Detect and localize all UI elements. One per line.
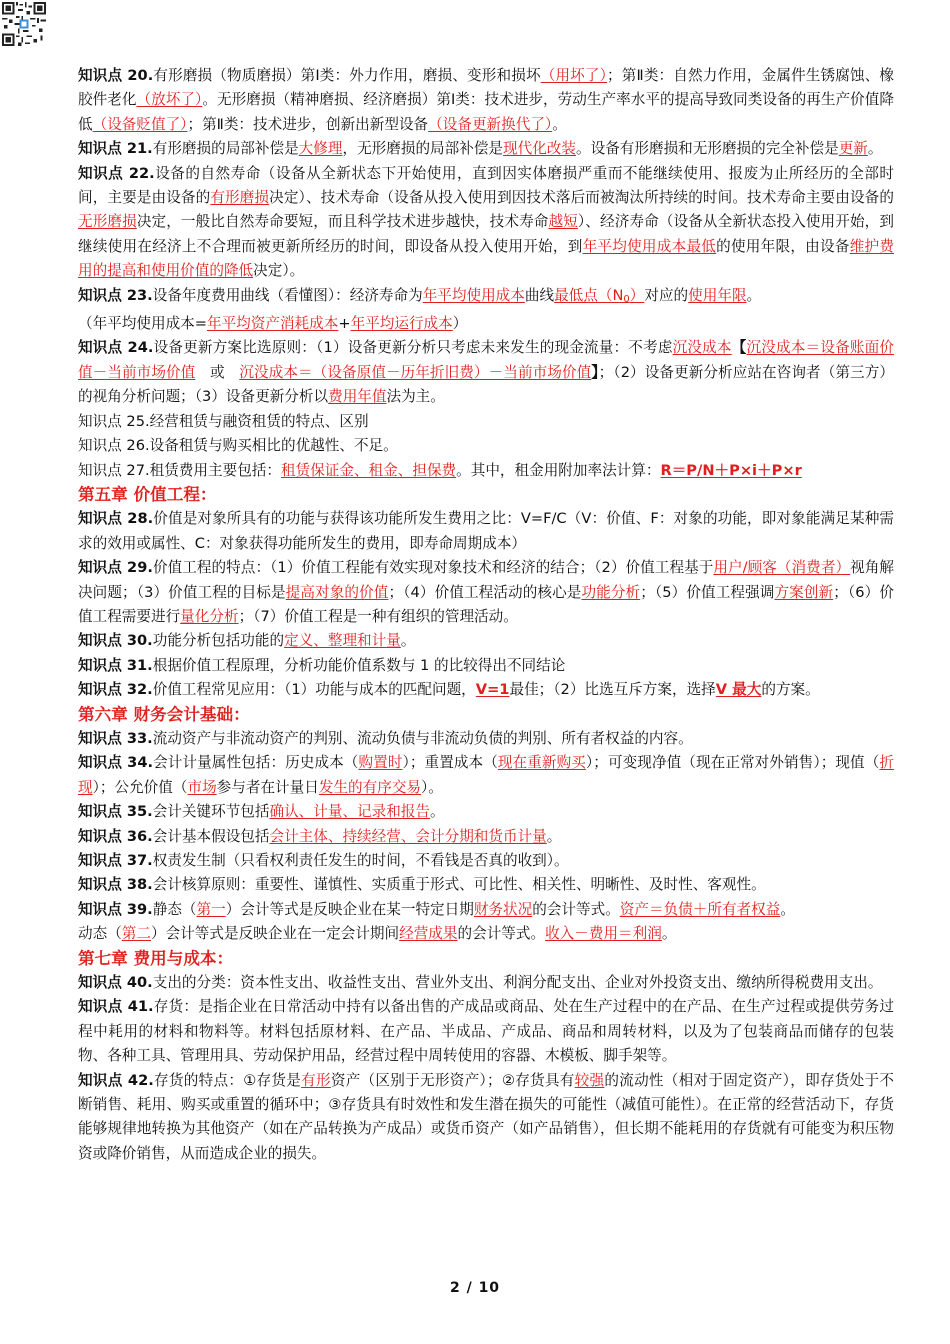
knowledge-point-32: 知识点 32.价值工程常见应用：（1）功能与成本的匹配问题，V=1最佳；（2）比选互斥方案，选择V 最大的方案。	[78, 681, 820, 699]
knowledge-point-28: 知识点 28.价值是对象所具有的功能与获得该功能所发生费用之比：V=F/C（V：价值、F：对象的功能，即对象能满足某种需求的效用或属性、C：对象获得功能所发生的费用，即寿命周期成本）	[78, 510, 894, 552]
knowledge-point-42: 知识点 42.存货的特点：①存货是有形资产（区别于无形资产）；②存货具有较强的流动性（相对于固定资产），即存货处于不断销售、耗用、购买或重置的循环中；③存货具有时效性和发生潜在损失的可能性（减值可能性）。在正常的经营活动下，存货能够规律地转换为其他资产（如在产品转换为产成品）或货币资产（如产品销售），但长期不能耗用的存货就有可能变为积压物资或降价销售，从而造成企业的损失。	[78, 1071, 894, 1162]
knowledge-point-27: 知识点 27.租赁费用主要包括：租赁保证金、租金、担保费。其中，租金用附加率法计算：R＝P/N＋P×i＋P×r	[78, 461, 802, 479]
knowledge-point-40: 知识点 40.支出的分类：资本性支出、收益性支出、营业外支出、利润分配支出、企业对外投资支出、缴纳所得税费用支出。	[78, 974, 883, 992]
knowledge-point-25: 知识点 25.经营租赁与融资租赁的特点、区别	[78, 412, 369, 430]
qr-code-image	[2, 2, 46, 46]
knowledge-point-30: 知识点 30.功能分析包括功能的定义、整理和计量。	[78, 632, 416, 650]
knowledge-point-26: 知识点 26.设备租赁与购买相比的优越性、不足。	[78, 437, 398, 455]
knowledge-point-21: 知识点 21.有形磨损的局部补偿是大修理，无形磨损的局部补偿是现代化改装。设备有形磨损和无形磨损的完全补偿是更新。	[78, 140, 883, 158]
knowledge-point-37: 知识点 37.权责发生制（只看权利责任发生的时间，不看钱是否真的收到）。	[78, 852, 569, 869]
knowledge-point-23: 知识点 23.设备年度费用曲线（看懂图）：经济寿命为年平均使用成本曲线最低点$(N_0)$对应的使用年限。	[78, 286, 762, 305]
knowledge-point-38: 知识点 38.会计核算原则：重要性、谨慎性、实质重于形式、可比性、相关性、明晰性、及时性、客观性。	[78, 876, 766, 894]
knowledge-point-39: 知识点 39.静态（第一）会计等式是反映企业在某一特定日期财务状况的会计等式。资产＝负债＋所有者权益。	[78, 900, 795, 918]
document-body	[78, 64, 894, 1166]
knowledge-point-29: 知识点 29.价值工程的特点：（1）价值工程能有效实现对象技术和经济的结合；（2）价值工程基于用户/顾客（消费者）视角解决问题；（3）价值工程的目标是提高对象的价值；（4）价值工程活动的核心是功能分析；（5）价值工程强调方案创新；（6）价值工程需要进行量化分析；（7）价值工程是一种有组织的管理活动。	[78, 559, 894, 625]
knowledge-point-41: 知识点 41.存货：是指企业在日常活动中持有以备出售的产成品或商品、处在生产过程中的在产品、在生产过程或提供劳务过程中耗用的材料和物料等。材料包括原材料、在产品、半成品、产成品、商品和周转材料，以及为了包装商品而储存的包装物、各种工具、管理用具、劳动保护用品，经营过程中周转使用的容器、木模板、脚手架等。	[78, 998, 894, 1065]
knowledge-point-34: 知识点 34.会计计量属性包括：历史成本（购置时）；重置成本（现在重新购买）；可变现净值（现在正常对外销售）；现值（折现）；公允价值（市场参与者在计量日发生的有序交易）。	[78, 754, 894, 796]
kp-label: 知识点 20.	[78, 67, 154, 84]
chapter-6-heading: 第六章 财务会计基础：	[78, 704, 250, 724]
knowledge-point-39-dynamic: 动态（第二）会计等式是反映企业在一定会计期间经营成果的会计等式。收入－费用＝利润。	[78, 925, 677, 943]
chapter-7-heading: 第七章 费用与成本：	[78, 948, 234, 968]
page-number: 2 / 10	[449, 1280, 501, 1296]
knowledge-point-20: 知识点 20.有形磨损（物质磨损）第Ⅰ类：外力作用，磨损、变形和损坏（用坏了）；第Ⅱ类：自然力作用，金属件生锈腐蚀、橡胶件老化（放坏了）。无形磨损（精神磨损、经济磨损）第Ⅰ类：技术进步，劳动生产率水平的提高导致同类设备的再生产价值降低（设备贬值了）；第Ⅱ类：技术进步，创新出新型设备（设备更新换代了）。	[78, 67, 895, 133]
knowledge-point-33: 知识点 33.流动资产与非流动资产的判别、流动负债与非流动负债的判别、所有者权益的内容。	[78, 729, 693, 747]
chapter-5-heading: 第五章 价值工程：	[78, 484, 217, 504]
knowledge-point-36: 知识点 36.会计基本假设包括会计主体、持续经营、会计分期和货币计量。	[78, 827, 562, 845]
knowledge-point-24: 知识点 24.设备更新方案比选原则：（1）设备更新分析只考虑未来发生的现金流量：不考虑沉没成本【沉没成本＝设备账面价值－当前市场价值 或 沉没成本＝（设备原值－历年折旧费）－当前市场价值】；（2）设备更新分析应站在咨询者（第三方）的视角分析问题；（3）设备更新分析以费用年值法为主。	[78, 339, 894, 406]
knowledge-point-23-formula: （年平均使用成本=年平均资产消耗成本+年平均运行成本）	[78, 315, 468, 333]
knowledge-point-22: 知识点 22.设备的自然寿命（设备从全新状态下开始使用，直到因实体磨损严重而不能继续使用、报废为止所经历的全部时间，主要是由设备的有形磨损决定）、技术寿命（设备从投入使用到因技术落后而被淘汰所持续的时间。技术寿命主要由设备的无形磨损决定，一般比自然寿命要短，而且科学技术进步越快，技术寿命越短）、经济寿命（设备从全新状态投入使用开始，到继续使用在经济上不合理而被更新所经历的时间，即设备从投入使用开始，到年平均使用成本最低的使用年限，由设备维护费用的提高和使用价值的降低决定）。	[78, 164, 894, 280]
knowledge-point-31: 知识点 31.根据价值工程原理，分析功能价值系数与 1 的比较得出不同结论	[78, 656, 566, 674]
knowledge-point-35: 知识点 35.会计关键环节包括确认、计量、记录和报告。	[78, 803, 445, 821]
